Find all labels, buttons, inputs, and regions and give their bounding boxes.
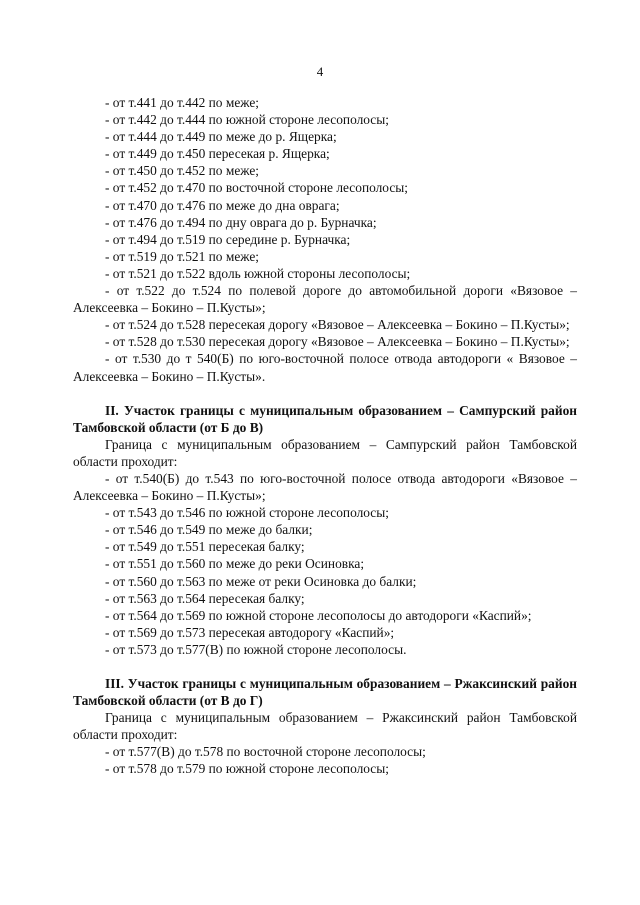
list-item: - от т.521 до т.522 вдоль южной стороны лесополосы; bbox=[105, 265, 411, 281]
section-3-intro: Граница с муниципальным образованием – Ржаксинский район Тамбовской области проходит: bbox=[73, 710, 577, 743]
list-item: - от т.564 до т.569 по южной стороне лесополосы до автодороги «Каспий»; bbox=[105, 607, 532, 623]
list-item-wrapped: - от т.522 до т.524 по полевой дороге до автомобильной дороги «Вязовое – Алексеевка – Бокино – П.Кусты»; bbox=[73, 283, 577, 316]
list-item: - от т.450 до т.452 по меже; bbox=[105, 163, 259, 179]
list-item: - от т.452 до т.470 по восточной стороне лесополосы; bbox=[105, 180, 408, 196]
list-item: - от т.449 до т.450 пересекая р. Ящерка; bbox=[105, 146, 330, 162]
list-item: - от т.577(В) до т.578 по восточной стороне лесополосы; bbox=[105, 744, 426, 760]
section-3-list bbox=[73, 743, 577, 777]
list-item: - от т.470 до т.476 по меже до дна оврага; bbox=[105, 197, 340, 213]
list-item: - от т.494 до т.519 по середине р. Бурначка; bbox=[105, 231, 351, 247]
section-1-list bbox=[73, 94, 577, 385]
section-2-intro: Граница с муниципальным образованием – Сампурский район Тамбовской области проходит: bbox=[73, 436, 577, 469]
list-item: - от т.543 до т.546 по южной стороне лесополосы; bbox=[105, 505, 389, 521]
list-item: - от т.546 до т.549 по меже до балки; bbox=[105, 522, 313, 538]
list-item: - от т.551 до т.560 по меже до реки Осиновка; bbox=[105, 556, 365, 572]
list-item: - от т.442 до т.444 по южной стороне лесополосы; bbox=[105, 112, 389, 128]
section-2-list bbox=[73, 504, 577, 658]
list-item: - от т.560 до т.563 по меже от реки Осиновка до балки; bbox=[105, 573, 417, 589]
page-number: 4 bbox=[316, 64, 324, 79]
list-item-wrapped: - от т.540(Б) до т.543 по юго-восточной полосе отвода автодороги «Вязовое – Алексеевка – Бокино – П.Кусты»; bbox=[73, 470, 577, 504]
section-3-heading: III. Участок границы с муниципальным образованием – Ржаксинский район Тамбовской области (от В до Г) bbox=[73, 676, 577, 709]
list-item-wrapped: - от т.528 до т.530 пересекая дорогу «Вязовое – Алексеевка – Бокино – П.Кусты»; bbox=[105, 334, 570, 350]
list-item: - от т.569 до т.573 пересекая автодорогу «Каспий»; bbox=[105, 624, 395, 640]
document-body bbox=[73, 94, 577, 778]
list-item: - от т.519 до т.521 по меже; bbox=[105, 248, 259, 264]
list-item: - от т.444 до т.449 по меже до р. Ящерка; bbox=[105, 129, 337, 145]
list-item: - от т.578 до т.579 по южной стороне лесополосы; bbox=[105, 761, 389, 777]
section-2-heading: II. Участок границы с муниципальным образованием – Сампурский район Тамбовской области (от Б до В) bbox=[73, 402, 577, 435]
list-item-wrapped: - от т.524 до т.528 пересекая дорогу «Вязовое – Алексеевка – Бокино – П.Кусты»; bbox=[105, 317, 570, 333]
list-item: - от т.476 до т.494 по дну оврага до р. Бурначка; bbox=[105, 214, 377, 230]
list-item: - от т.563 до т.564 пересекая балку; bbox=[105, 590, 305, 606]
list-item: - от т.549 до т.551 пересекая балку; bbox=[105, 539, 305, 555]
list-item: - от т.573 до т.577(В) по южной стороне лесополосы. bbox=[105, 641, 407, 657]
list-item: - от т.441 до т.442 по меже; bbox=[105, 95, 259, 110]
list-item-wrapped: - от т.530 до т 540(Б) по юго-восточной полосе отвода автодороги « Вязовое – Алексеевка – Бокино – П.Кусты». bbox=[73, 351, 577, 384]
